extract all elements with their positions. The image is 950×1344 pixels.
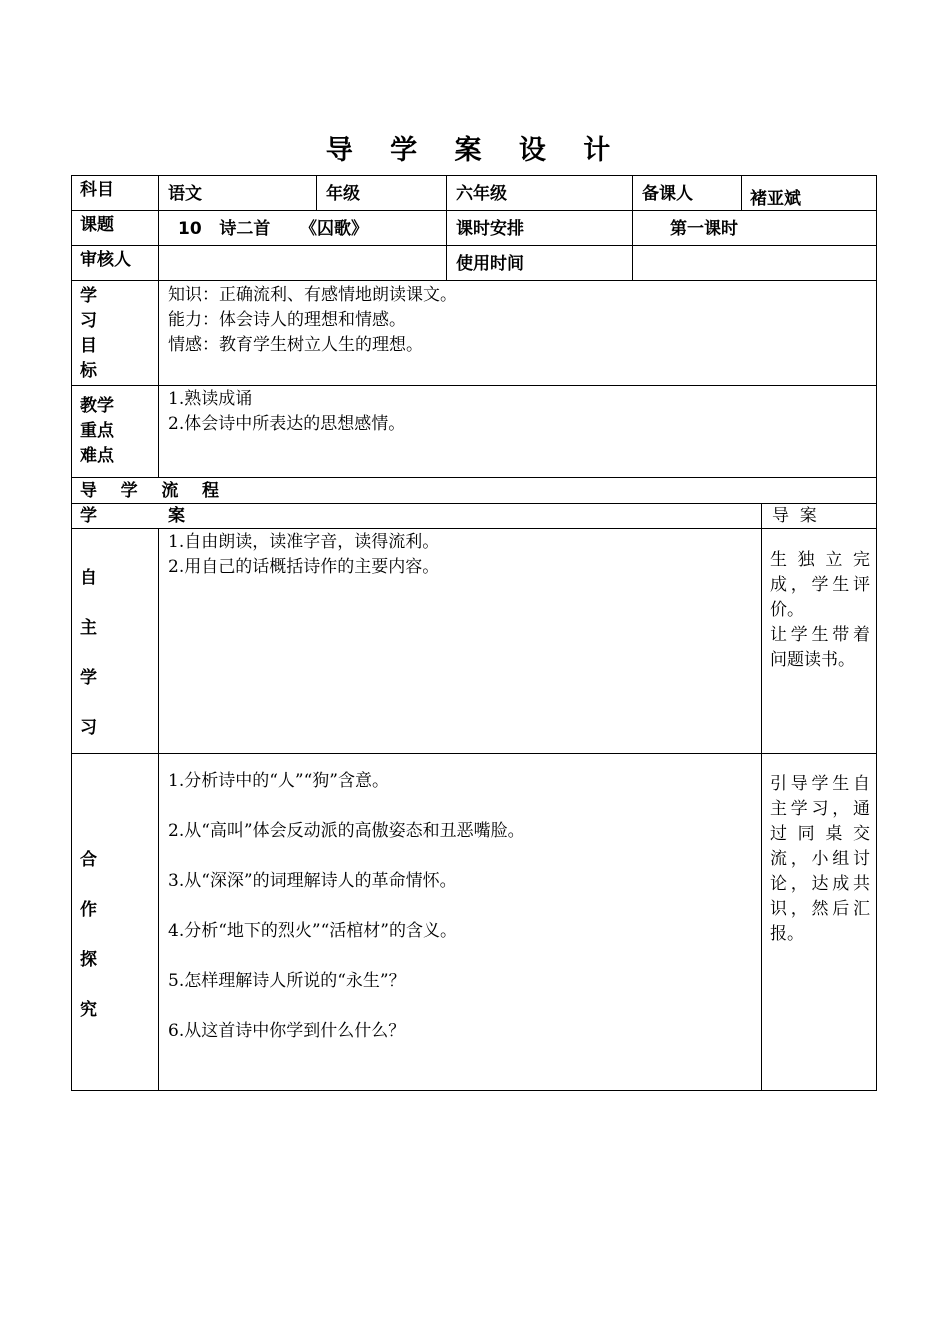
goals-content — [168, 283, 457, 358]
preparer-value: 褚亚斌 — [750, 189, 801, 209]
cooperation-item: 6.从这首诗中你学到什么什么？ — [168, 1021, 406, 1041]
cooperation-guide: 引导学生自主学习，通过同桌交流，小组讨论，达成共识，然后汇报。 — [770, 774, 870, 944]
guide-plan-header: 导 案 — [772, 506, 817, 526]
keypoint-item: 1.熟读成诵 — [168, 389, 253, 409]
self-study-item: 2.用自己的话概括诗作的主要内容。 — [168, 557, 440, 577]
self-study-content — [168, 530, 439, 580]
self-study-label: 自 主 学 习 — [80, 568, 97, 738]
keypoints-content — [168, 387, 405, 437]
keypoint-item: 2.体会诗中所表达的思想感情。 — [168, 414, 406, 434]
cooperation-item: 4.分析“地下的烈火”“活棺材”的含义。 — [168, 921, 457, 941]
study-plan-header: 学 案 — [80, 506, 186, 526]
flow-header: 导 学 流 程 — [80, 481, 220, 501]
goal-ability: 能力：体会诗人的理想和情感。 — [168, 310, 406, 330]
cooperation-item: 2.从“高叫”体会反动派的高傲姿态和丑恶嘴脸。 — [168, 821, 525, 841]
self-study-item: 1.自由朗读，读准字音，读得流利。 — [168, 532, 440, 552]
subject-label: 科目 — [80, 180, 114, 200]
cooperation-item: 5.怎样理解诗人所说的“永生”？ — [168, 971, 406, 991]
reviewer-label: 审核人 — [80, 250, 131, 270]
self-study-guide: 生独立完成，学生评价。 让学生带着问题读书。 — [770, 550, 870, 670]
subject-value: 语文 — [168, 184, 202, 204]
grade-label: 年级 — [326, 184, 360, 204]
topic-value: 10 诗二首 《囚歌》 — [178, 219, 369, 239]
grade-value: 六年级 — [456, 184, 507, 204]
topic-label: 课题 — [80, 215, 114, 235]
schedule-label: 课时安排 — [456, 219, 524, 239]
keypoints-label: 教学 重点 难点 — [80, 396, 114, 466]
page-title: 导 学 案 设 计 — [325, 135, 625, 166]
preparer-label: 备课人 — [642, 184, 693, 204]
cooperation-label: 合 作 探 究 — [80, 850, 97, 1020]
goal-knowledge: 知识：正确流利、有感情地朗读课文。 — [168, 285, 457, 305]
cooperation-item: 3.从“深深”的词理解诗人的革命情怀。 — [168, 871, 457, 891]
goal-emotion: 情感：教育学生树立人生的理想。 — [168, 335, 423, 355]
schedule-value: 第一课时 — [670, 219, 738, 239]
usetime-label: 使用时间 — [456, 254, 524, 274]
cooperation-item: 1.分析诗中的“人”“狗”含意。 — [168, 771, 389, 791]
goals-label: 学 习 目 标 — [80, 286, 97, 381]
cooperation-content — [168, 756, 525, 1056]
